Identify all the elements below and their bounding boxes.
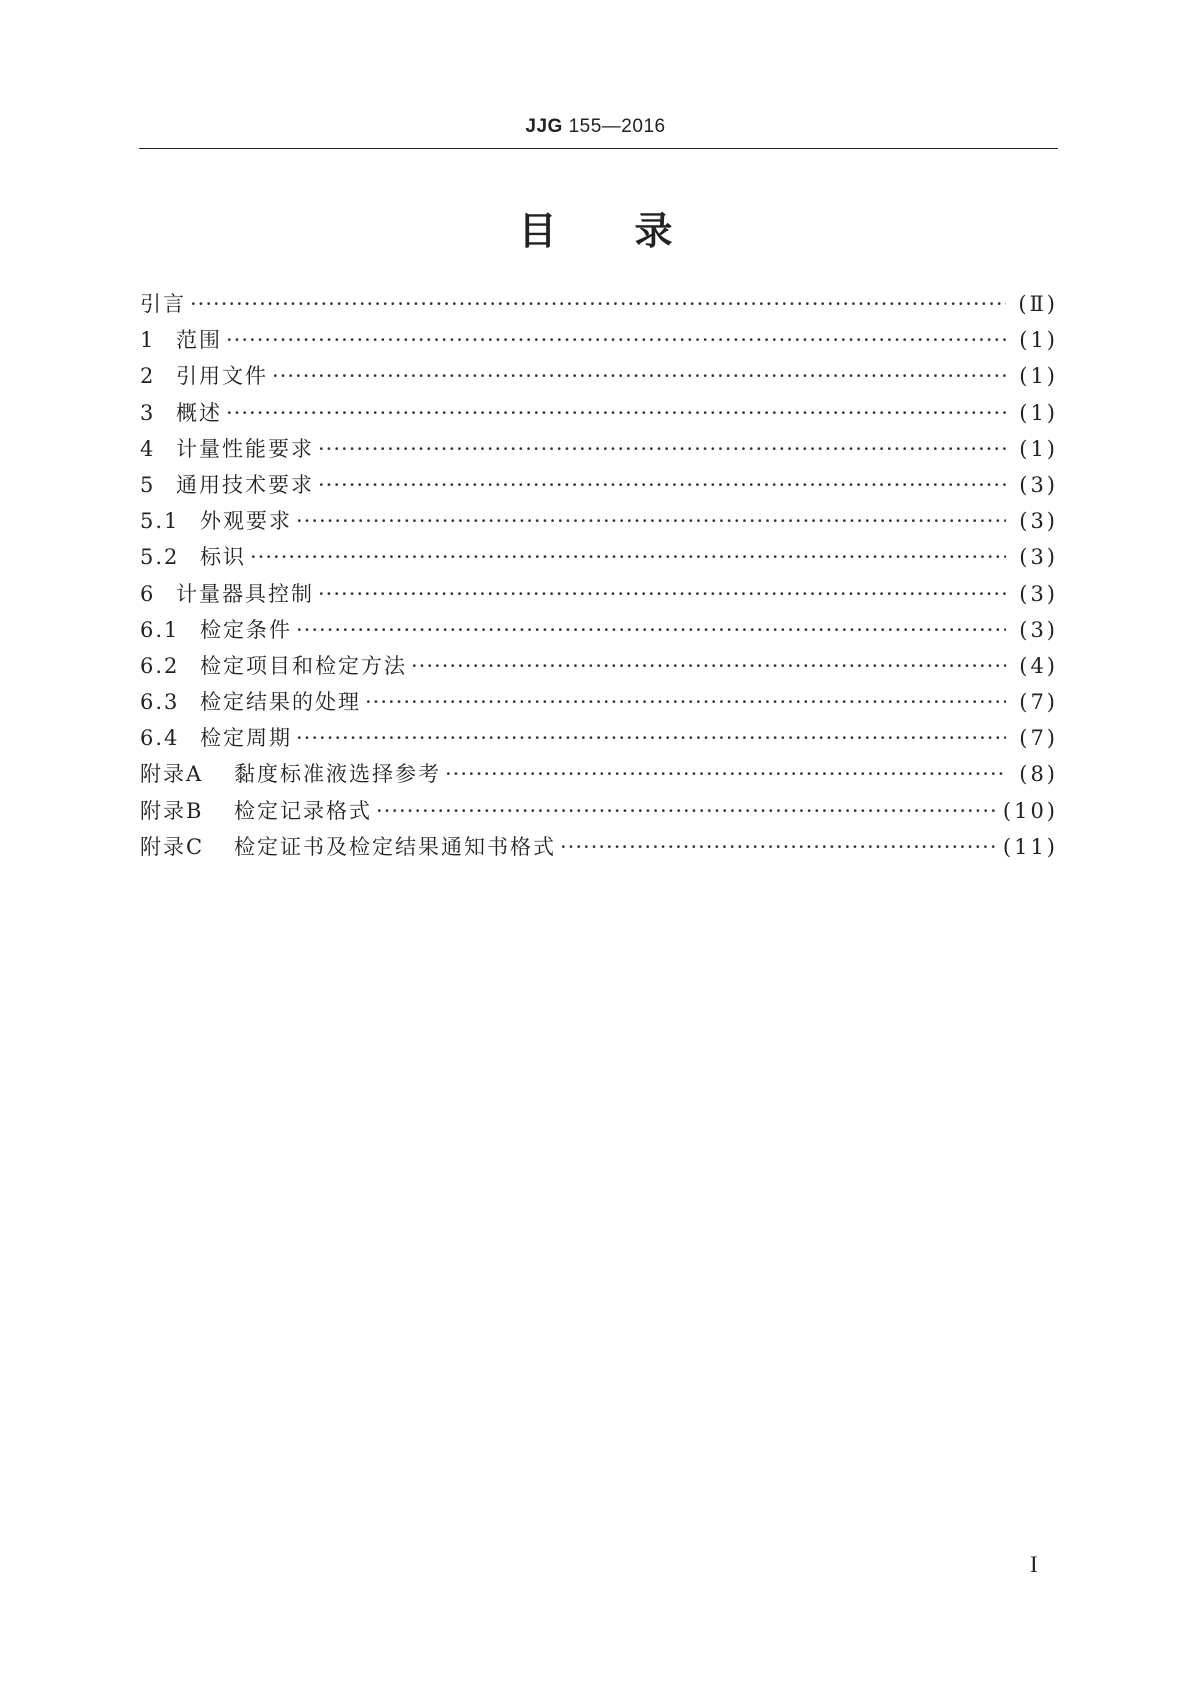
- toc-entry[interactable]: [140, 288, 1058, 324]
- toc-entry[interactable]: [140, 650, 1058, 686]
- toc-entry-page: (8): [1019, 762, 1058, 787]
- toc-dot-leader: [226, 401, 1006, 425]
- document-code-prefix: JJG: [525, 116, 563, 137]
- document-code: [0, 116, 1191, 138]
- toc-entry-label: 检定记录格式: [234, 798, 372, 823]
- toc-entry-number: 6: [140, 581, 156, 606]
- toc-dot-leader: [296, 618, 1006, 642]
- toc-entry-number: 6.3: [140, 690, 180, 715]
- toc-entry[interactable]: [140, 397, 1058, 433]
- toc-entry-page: (3): [1019, 472, 1058, 497]
- toc-entry-label: 检定证书及检定结果通知书格式: [234, 834, 556, 859]
- toc-entry-number: 6.1: [140, 617, 180, 642]
- toc-entry-number: 4: [140, 436, 156, 461]
- toc-entry-label: 引言: [140, 292, 186, 316]
- toc-entry-label: 计量器具控制: [176, 581, 314, 606]
- toc-entry-label: 检定结果的处理: [200, 690, 361, 715]
- toc-entry-number: 附录A: [140, 762, 204, 787]
- toc-dot-leader: [445, 762, 1006, 786]
- toc-entry[interactable]: [140, 433, 1058, 469]
- toc-entry-page: (3): [1019, 545, 1058, 570]
- toc-entry-number: 2: [140, 364, 156, 389]
- toc-entry-number: 1: [140, 328, 156, 353]
- toc-entry[interactable]: [140, 505, 1058, 541]
- toc-entry-label: 计量性能要求: [176, 436, 314, 461]
- toc-entry-number: 3: [140, 400, 156, 425]
- toc-entry-number: 附录C: [140, 834, 205, 859]
- table-of-contents: [140, 288, 1058, 867]
- page-title: 目录: [518, 209, 751, 253]
- toc-entry-number: 5: [140, 472, 156, 497]
- toc-entry[interactable]: [140, 758, 1058, 794]
- toc-dot-leader: [560, 835, 999, 859]
- toc-dot-leader: [318, 437, 1006, 461]
- toc-entry-label: 范围: [176, 328, 222, 353]
- toc-entry-page: (1): [1019, 436, 1058, 461]
- toc-entry[interactable]: [140, 469, 1058, 505]
- toc-entry-page: (1): [1019, 364, 1058, 389]
- toc-entry-number: 6.4: [140, 726, 180, 751]
- toc-entry-page: (7): [1019, 726, 1058, 751]
- toc-entry[interactable]: [140, 831, 1058, 867]
- toc-dot-leader: [272, 364, 1006, 388]
- toc-entry[interactable]: [140, 360, 1058, 396]
- toc-entry[interactable]: [140, 541, 1058, 577]
- toc-entry-page: (Ⅱ): [1018, 292, 1058, 316]
- toc-entry-label: 检定条件: [200, 617, 292, 642]
- toc-dot-leader: [318, 582, 1006, 606]
- toc-dot-leader: [411, 654, 1006, 678]
- toc-entry-label: 标识: [200, 545, 246, 570]
- toc-entry-label: 概述: [176, 400, 222, 425]
- toc-entry-page: (3): [1019, 617, 1058, 642]
- toc-entry-number: 5.1: [140, 509, 180, 534]
- toc-entry-label: 外观要求: [200, 509, 292, 534]
- toc-entry-page: (3): [1019, 581, 1058, 606]
- toc-entry-label: 检定周期: [200, 726, 292, 751]
- toc-entry[interactable]: [140, 795, 1058, 831]
- toc-entry-page: (4): [1019, 653, 1058, 678]
- toc-entry-page: (11): [1002, 834, 1058, 859]
- toc-dot-leader: [296, 726, 1006, 750]
- page-number: I: [1030, 1552, 1038, 1577]
- toc-entry[interactable]: [140, 614, 1058, 650]
- toc-entry-page: (1): [1019, 328, 1058, 353]
- toc-entry-page: (10): [1002, 798, 1058, 823]
- toc-entry[interactable]: [140, 722, 1058, 758]
- toc-dot-leader: [296, 509, 1006, 533]
- header-divider: [139, 148, 1058, 149]
- toc-dot-leader: [318, 473, 1006, 497]
- toc-entry-page: (3): [1019, 509, 1058, 534]
- toc-entry-page: (7): [1019, 690, 1058, 715]
- toc-entry-label: 黏度标准液选择参考: [234, 762, 441, 787]
- toc-entry[interactable]: [140, 578, 1058, 614]
- toc-entry-number: 6.2: [140, 653, 180, 678]
- toc-dot-leader: [250, 545, 1006, 569]
- toc-entry-label: 通用技术要求: [176, 472, 314, 497]
- toc-entry-number: 5.2: [140, 545, 180, 570]
- toc-entry-number: 附录B: [140, 798, 204, 823]
- toc-dot-leader: [365, 690, 1006, 714]
- document-code-number: 155—2016: [568, 116, 666, 137]
- toc-entry[interactable]: [140, 686, 1058, 722]
- toc-entry-label: 检定项目和检定方法: [200, 653, 407, 678]
- toc-dot-leader: [376, 799, 999, 823]
- toc-entry-label: 引用文件: [176, 364, 268, 389]
- toc-entry[interactable]: [140, 324, 1058, 360]
- toc-dot-leader: [226, 328, 1006, 352]
- toc-dot-leader: [190, 292, 1006, 316]
- toc-entry-page: (1): [1019, 400, 1058, 425]
